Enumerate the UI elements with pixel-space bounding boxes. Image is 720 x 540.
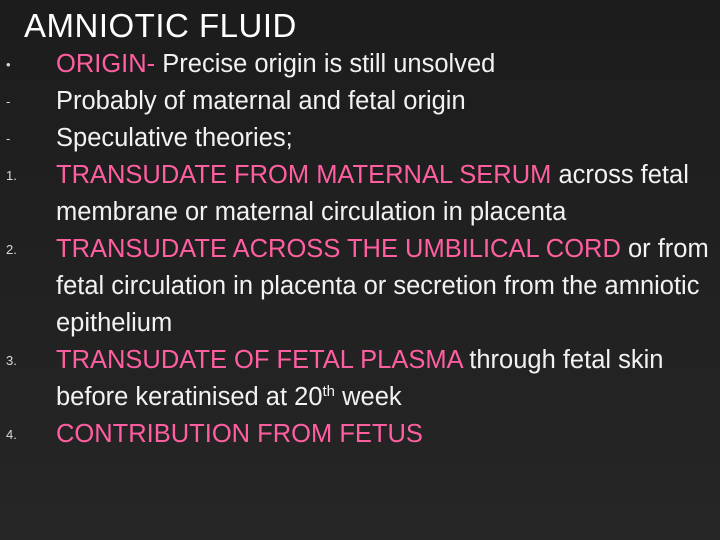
item-heading: TRANSUDATE OF FETAL PLASMA — [56, 346, 463, 374]
number-marker: 3. — [6, 353, 17, 368]
bullet-marker: - — [6, 94, 11, 109]
item-text: through fetal skin before keratinised at 20 — [56, 346, 664, 411]
numbered-item-3 — [0, 342, 720, 416]
bullet-text: Probably of maternal and fetal origin — [56, 87, 466, 115]
numbered-item-2 — [0, 231, 720, 342]
bullet-text: Precise origin is still unsolved — [155, 50, 496, 78]
bullet-text: Speculative theories; — [56, 124, 293, 152]
number-marker: 4. — [6, 427, 17, 442]
slide-title: AMNIOTIC FLUID — [24, 7, 297, 44]
numbered-item-4 — [0, 416, 720, 453]
bullet-heading: ORIGIN- — [56, 50, 156, 78]
item-heading: TRANSUDATE ACROSS THE UMBILICAL CORD — [56, 235, 621, 263]
item-text: across fetal membrane or maternal circulation in placenta — [56, 161, 689, 226]
item-text: or from fetal circulation in placenta or secretion from the amniotic epithelium — [56, 235, 709, 337]
bullet-marker: • — [6, 57, 11, 72]
bullet-list — [0, 46, 720, 453]
bullet-marker: - — [6, 131, 11, 146]
item-heading: CONTRIBUTION FROM FETUS — [56, 420, 423, 448]
bullet-item-probably — [0, 83, 720, 120]
bullet-item-origin — [0, 46, 720, 83]
item-heading: TRANSUDATE FROM MATERNAL SERUM — [56, 161, 552, 189]
number-marker: 1. — [6, 168, 17, 183]
bullet-item-theories — [0, 120, 720, 157]
number-marker: 2. — [6, 242, 17, 257]
numbered-item-1 — [0, 157, 720, 231]
item-text-tail: week — [335, 383, 402, 411]
ordinal-suffix: th — [322, 383, 336, 400]
